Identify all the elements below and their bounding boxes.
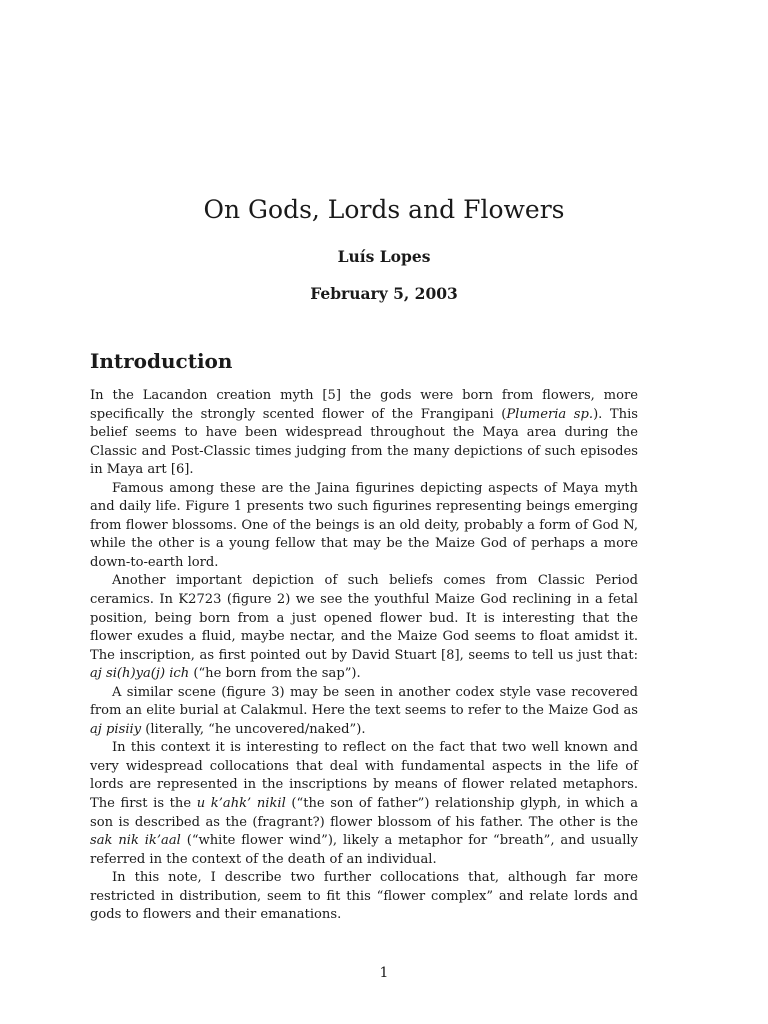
p2-text-a: Famous among these are the Jaina figurines depicting aspects of Maya myth and daily life. Figure 1 presents two such figurines representing beings emerging from flower blossoms. One of the beings is an old deity, probably a form of God N, while the other is a young fellow that may be the Maize God of perhaps a more down-to-earth lord. (90, 480, 638, 570)
p4-text-a: A similar scene (figure 3) may be seen in another codex style vase recovered from an elite burial at Calakmul. Here the text seems to refer to the Maize God as (90, 684, 638, 719)
p1-text-c: ). This belief seems to have been widespread throughout the Maya area during the Classic and Post-Classic times judging from the many depictions of such episodes in Maya art [6]. (90, 406, 638, 478)
p5-maya-term-1: u k’ahk’ nikil (196, 796, 286, 812)
p5-text-a: In this context it is interesting to reflect on the fact that two well known and very widespread collocations that deal with fundamental aspects in the life of lords are represented in the inscriptions by means of flower related metaphors. The first is the (90, 740, 638, 812)
page-number: 1 (379, 965, 389, 981)
p3-maya-term: aj si(h)ya(j) ich (90, 666, 190, 682)
section-heading-introduction: Introduction (90, 349, 233, 373)
introduction-body (90, 387, 638, 925)
paragraph-1 (90, 387, 638, 480)
p5-maya-term-2: sak nik ik’aal (90, 833, 181, 849)
p4-text-c: (literally, “he uncovered/naked”). (141, 721, 366, 737)
p5-text-e: (“white flower wind”), likely a metaphor for “breath”, and usually referred in the context of the death of an individual. (90, 833, 638, 867)
paragraph-3 (90, 572, 638, 683)
p1-text-a: In the Lacandon creation myth [5] the gods were born from flowers, more specifically the strongly scented flower of the Frangipani ( (90, 388, 638, 422)
p6-text-a: In this note, I describe two further collocations that, although far more restricted in distribution, seem to fit this “flower complex” and relate lords and gods to flowers and their emanations. (90, 870, 638, 923)
p1-species-name: Plumeria sp. (506, 406, 594, 422)
p5-text-c: (“the son of father”) relationship glyph, in which a son is described as the (fragrant?) flower blossom of his father. The other is the (90, 796, 638, 830)
paragraph-6 (90, 869, 638, 925)
paragraph-2 (90, 480, 638, 573)
publication-date: February 5, 2003 (310, 284, 458, 303)
author-name: Luís Lopes (337, 247, 431, 266)
paragraph-5 (90, 739, 638, 869)
p3-text-c: (“he born from the sap”). (189, 666, 361, 682)
p4-maya-term: aj pisiiy (90, 721, 142, 737)
paper-title: On Gods, Lords and Flowers (203, 195, 565, 224)
p3-text-a: Another important depiction of such beliefs comes from Classic Period ceramics. In K2723 (figure 2) we see the youthful Maize God reclining in a fetal position, being born from a just opened flower bud. It is interesting that the flower exudes a fluid, maybe nectar, and the Maize God seems to float amidst it. The inscription, as first pointed out by David Stuart [8], seems to tell us just that: (90, 573, 638, 663)
paragraph-4 (90, 684, 638, 740)
